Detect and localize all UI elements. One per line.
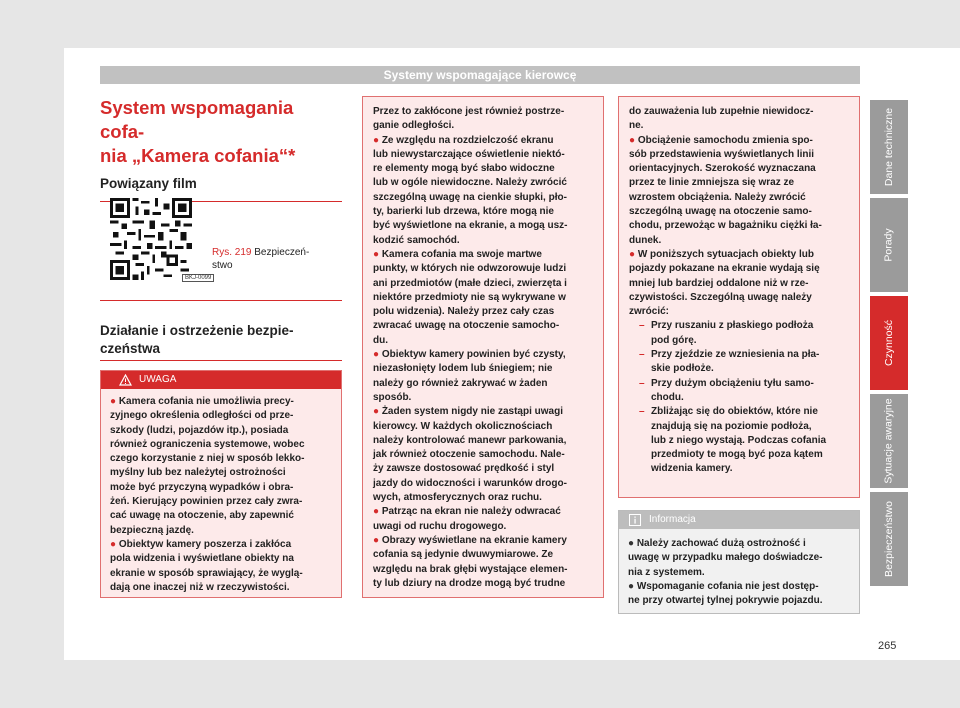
warning-box: [100, 370, 342, 598]
side-tab-dane-techniczne[interactable]: Dane techniczne: [870, 100, 908, 194]
section-title: Działanie i ostrzeżenie bezpie- czeństwa: [100, 323, 294, 356]
warning-header: UWAGA: [101, 371, 341, 389]
figure-code: BKJ-0099: [182, 274, 214, 282]
info-text: ● Należy zachować dużą ostrożność i uwagę w przypadku małego doświadcze- nia z systemem. ● Wspomaganie cofania nie jest dostęp- ne przy otwartej tylnej pokrywie pojazdu.: [628, 538, 823, 607]
info-icon: [629, 514, 641, 526]
running-header: Systemy wspomagające kierowcę: [100, 66, 860, 84]
qr-code-image[interactable]: [110, 196, 192, 282]
warning-continued-right: do zauważenia lub zupełnie niewidocz- ne. ● Obciążenie samochodu zmienia spo- sób przedstawienia wyświetlanych linii orientacyjnych. Szerokość wyznaczana przez te linie zmniejsza się wraz ze wzrostem obciążenia. Należy zwrócić szczególną uwagę na otoczenie samo- chodu, przewożąc w bagażniku ciężki ła- dunek. ● W poniższych sytuacjach obiekty lub pojazdy pokazane na ekranie wydają się mniej lub bardziej oddalone niż w rze- czywistości. Szczególną uwagę należy zwrócić: – Przy ruszaniu z płaskiego podłoża pod górę. – Przy zjeździe ze wzniesienia na pła- skie podłoże. – Przy dużym obciążeniu tyłu samo- chodu. – Zbliżając się do obiektów, które nie znajdują się na poziomie podłoża, lub z niego wystają. Podczas cofania przedmioty te mogą być poza kątem widzenia kamery.: [618, 96, 860, 498]
side-tab-sytuacje-awaryjne[interactable]: Sytuacje awaryjne: [870, 394, 908, 488]
side-tab-bezpieczenstwo[interactable]: Bezpieczeństwo: [870, 492, 908, 586]
warning-text: ● Kamera cofania nie umożliwia precy- zyjnego określenia odległości od prze- szkody (ludzi, pojazdów itp.), posiada również ograniczenia systemowe, wobec czego korzystanie z niej w sposób lekko- myślny lub bez należytej ostrożności może być przyczyną wypadków i obra- żeń. Kierujący powinien przez cały zwra- cać uwagę na otoczenie, aby zapewnić bezpieczną jazdę. ● Obiektyw kamery poszerza i zakłóca pola widzenia i wyświetlane obiekty na ekranie w sposób sprawiający, że wyglą- dają one inaczej niż w rzeczywistości.: [110, 396, 305, 593]
side-tab-czynnosc[interactable]: Czynność: [870, 296, 908, 390]
side-tab-porady[interactable]: Porady: [870, 198, 908, 292]
related-video-heading: Powiązany film: [100, 176, 197, 191]
figure-caption: Rys. 219 Bezpieczeń- stwo: [212, 247, 310, 271]
warning-triangle-icon: [119, 374, 132, 386]
warning-continued-middle: Przez to zakłócone jest również postrze- ganie odległości. ● Ze względu na rozdzielczość ekranu lub niewystarczające oświetlenie niektó- re elementy mogą być słabo widoczne lub w ogóle niewidoczne. Należy zwrócić szczególną uwagę na cienkie słupki, pło- ty, barierki lub drzewa, które mogą nie być wyświetlone na ekranie, a mogą usz- kodzić samochód. ● Kamera cofania ma swoje martwe punkty, w których nie odwzorowuje ludzi ani przedmiotów (małe dzieci, zwierzęta i niektóre przedmioty nie są wykrywane w polu widzenia). Należy przez cały czas zwracać uwagę na otoczenie samocho- du. ● Obiektyw kamery powinien być czysty, niezasłonięty lodem lub śniegiem; nie należy go również zakrywać w żaden sposób. ● Żaden system nigdy nie zastąpi uwagi kierowcy. W każdych okolicznościach należy kontrolować manewr parkowania, jak również otoczenie samochodu. Nale- ży zawsze dostosować prędkość i styl jazdy do widoczności i warunków drogo- wych, atmosferycznych oraz ruchu. ● Patrząc na ekran nie należy odwracać uwagi od ruchu drogowego. ● Obrazy wyświetlane na ekranie kamery cofania są jedynie dwuwymiarowe. Ze względu na brak głębi wystające elemen- ty lub dziury na drodze mogą być trudne: [362, 96, 604, 598]
page-number: 265: [878, 640, 897, 652]
divider: [100, 300, 342, 301]
info-header: Informacja: [619, 511, 859, 529]
page-title: System wspomagania cofa- nia „Kamera cofania“*: [100, 97, 296, 166]
info-box: [618, 510, 860, 614]
figure-219: [100, 188, 342, 292]
left-column-header: [100, 96, 342, 202]
divider: [100, 360, 342, 361]
